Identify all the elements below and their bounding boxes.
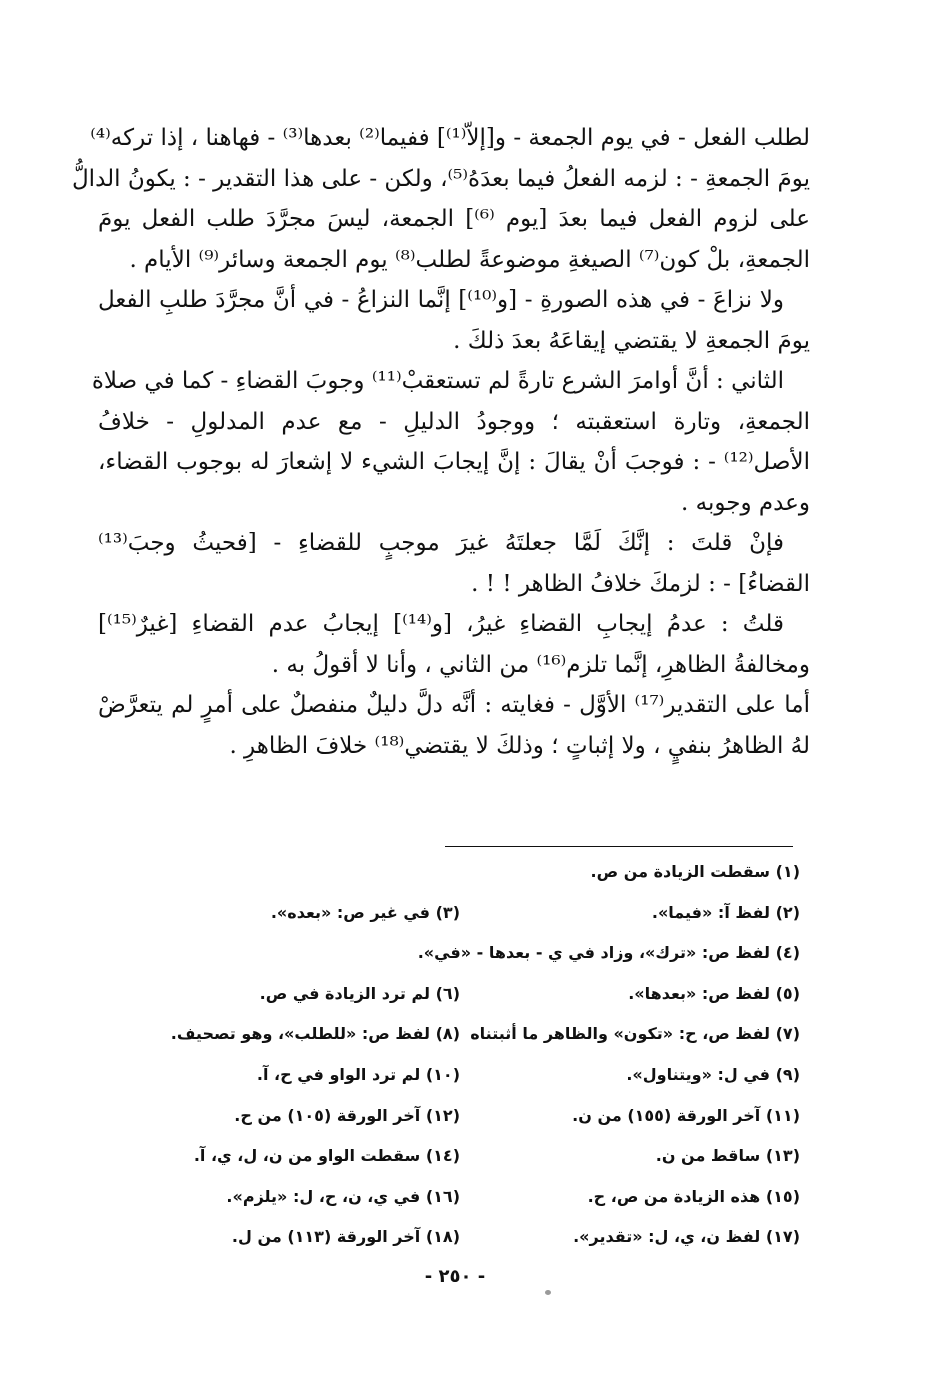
footnote-16: (١٦) في ي، ن، ح، ل: «يلزم».: [226, 1186, 460, 1206]
footnote-row: [120, 933, 800, 974]
footnote-12: (١٢) آخر الورقة (١٠٥) من ح.: [234, 1105, 460, 1125]
footnote-row: [120, 893, 800, 934]
footnote-row: [120, 1217, 800, 1258]
page-number: - ٢٥٠ -: [424, 1266, 486, 1287]
text-line: يومَ الجمعةِ - : لزمه الفعلُ فيما بعدَهُ⁽⁵⁾، ولكن - على هذا التقدير - : يكونُ الدالُّ: [71, 165, 810, 192]
footnote-row: [120, 1177, 800, 1218]
text-line: ولا نزاعَ - في هذه الصورةِ - [و⁽¹⁰⁾] إنَّما النزاعُ - في أنَّ مجرَّدَ طلبِ الفعل: [98, 287, 785, 313]
footnote-10: (١٠) لم ترد الواو في ح، آ.: [256, 1064, 460, 1084]
footnote-7: (٧) لفظ ص، ح: «تكون» والظاهر ما أثبتناه: [470, 1024, 800, 1044]
footnote-row: [120, 1136, 800, 1177]
footnotes: [120, 852, 800, 1258]
footnote-row: [120, 1096, 800, 1137]
text-line: الأصل⁽¹²⁾ - : فوجبَ أنْ يقالَ : إنَّ إيجابَ الشيء لا إشعارَ له بوجوب القضاء،: [98, 449, 810, 475]
ink-speck: [545, 1290, 551, 1295]
footnote-11: (١١) آخر الورقة (١٥٥) من ن.: [572, 1105, 800, 1125]
footnote-17: (١٧) لفظ ن، ي، ل: «تقدير».: [573, 1227, 800, 1247]
text-line: على لزوم الفعل فيما بعدَ [يوم ⁽⁶⁾] الجمعة، ليسَ مجرَّدَ طلب الفعل يومَ: [98, 206, 811, 232]
text-line: قلتُ : عدمُ إيجابِ القضاءِ غيرُ، [و⁽¹⁴⁾] إيجابُ عدم القضاءِ [غيرٌ⁽¹⁵⁾]: [98, 611, 784, 637]
footnote-separator: [445, 846, 793, 847]
footnote-13: (١٣) ساقط من ن.: [655, 1146, 800, 1166]
text-line: أما على التقدير⁽¹⁷⁾ الأوَّل - فغايته : أنَّه دلَّ دليلٌ منفصلٌ على أمرٍ لم يتعرَّضْ: [98, 692, 810, 718]
text-line: الجمعةِ، بلْ كون⁽⁷⁾ الصيغةِ موضوعةً لطلب⁽⁸⁾ يوم الجمعة وسائر⁽⁹⁾ الأيام .: [129, 246, 810, 273]
footnote-5: (٥) لفظ ص: «بعدها».: [628, 983, 800, 1003]
footnote-3: (٣) في غير ص: «بعده».: [270, 902, 460, 922]
text-line: لطلب الفعل - في يوم الجمعة - و[إلاّ⁽¹⁾] ففيما⁽²⁾ بعدها⁽³⁾ - فهاهنا ، إذا تركه⁽⁴⁾: [90, 125, 810, 151]
footnote-row: [120, 974, 800, 1015]
footnote-9: (٩) في ل: «ويتناول».: [626, 1064, 800, 1084]
text-line: فإنْ قلتَ : إنَّكَ لَمَّا جعلتَهُ غيرَ موجبٍ للقضاءِ - [فحيثُ وجبَ⁽¹³⁾: [98, 530, 784, 556]
footnote-row: [120, 852, 800, 893]
footnote-1: (١) سقطت الزيادة من ص.: [590, 862, 800, 881]
footnote-15: (١٥) هذه الزيادة من ص، ح.: [587, 1186, 800, 1206]
footnote-4: (٤) لفظ ص: «ترك»، وزاد في ي - بعدها - «في».: [417, 943, 800, 963]
main-text: [71, 118, 811, 766]
footnote-8: (٨) لفظ ص: «للطلب»، وهو تصحيف.: [170, 1024, 460, 1044]
footnote-2: (٢) لفظ آ: «فيما».: [651, 902, 800, 922]
text-line: الجمعةِ، وتارة استعقبته ؛ ووجودُ الدليلِ - مع عدم المدلولِ - خلافُ: [98, 408, 810, 435]
footnote-6: (٦) لم ترد الزيادة في ص.: [259, 983, 460, 1003]
footnote-18: (١٨) آخر الورقة (١١٣) من ل.: [231, 1227, 460, 1247]
text-line: وعدم وجوبه .: [680, 489, 810, 516]
footnote-row: [120, 1055, 800, 1096]
footnote-row: [120, 1014, 800, 1055]
text-line: القضاءُ] - : لزمكَ خلافُ الظاهر ! ! .: [471, 570, 810, 597]
text-line: لهُ الظاهرُ بنفيٍ ، ولا إثباتٍ ؛ وذلكَ لا يقتضي⁽¹⁸⁾ خلافَ الظاهرِ .: [229, 732, 810, 759]
text-line: يومَ الجمعةِ لا يقتضي إيقاعَهُ بعدَ ذلكَ .: [453, 327, 810, 354]
text-line: الثاني : أنَّ أوامرَ الشرع تارةً لم تستعقبْ⁽¹¹⁾ وجوبَ القضاءِ - كما في صلاة: [91, 368, 784, 394]
text-line: ومخالفةُ الظاهرِ، إنَّما تلزم⁽¹⁶⁾ من الثاني ، وأنا لا أقولُ به .: [271, 651, 810, 678]
footnote-14: (١٤) سقطت الواو من ن، ل، ي، آ.: [193, 1146, 460, 1166]
